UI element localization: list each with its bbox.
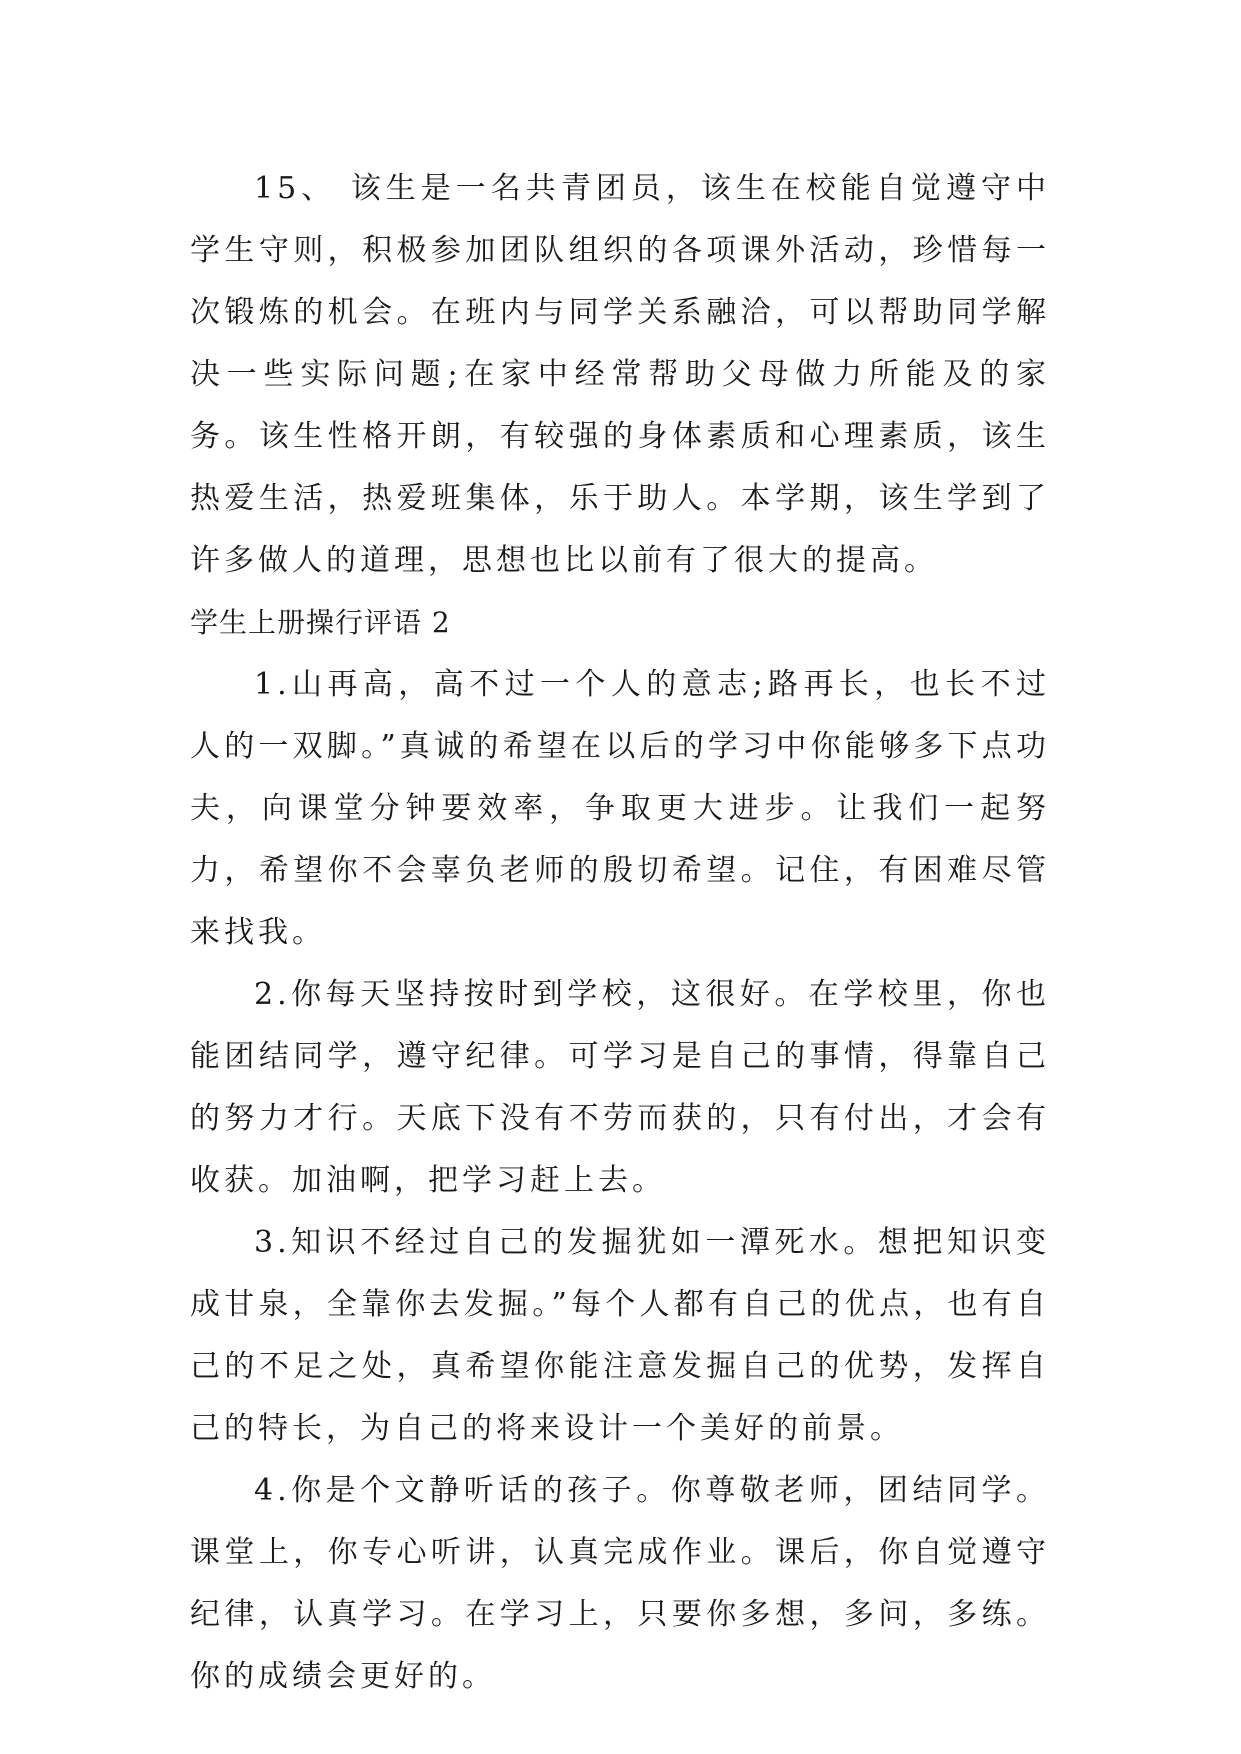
comment-item-4: 4.你是个文静听话的孩子。你尊敬老师，团结同学。课堂上，你专心听讲，认真完成作业。课后，你自觉遵守纪律，认真学习。在学习上，只要你多想，多问，多练。你的成绩会更好的。 (190, 1473, 1050, 1694)
paragraph-15: 15、 该生是一名共青团员，该生在校能自觉遵守中学生守则，积极参加团队组织的各项课外活动，珍惜每一次锻炼的机会。在班内与同学关系融洽，可以帮助同学解决一些实际问题;在家中经常帮助父母做力所能及的家务。该生性格开朗，有较强的身体素质和心理素质，该生热爱生活，热爱班集体，乐于助人。本学期，该生学到了许多做人的道理，思想也比以前有了很大的提高。 (190, 171, 1050, 578)
document-body (190, 158, 1050, 1708)
comment-item-2: 2.你每天坚持按时到学校，这很好。在学校里，你也能团结同学，遵守纪律。可学习是自己的事情，得靠自己的努力才行。天底下没有不劳而获的，只有付出，才会有收获。加油啊，把学习赶上去。 (190, 977, 1050, 1198)
comment-item-1: 1.山再高，高不过一个人的意志;路再长，也长不过人的一双脚。”真诚的希望在以后的学习中你能够多下点功夫，向课堂分钟要效率，争取更大进步。让我们一起努力，希望你不会辜负老师的殷切希望。记住，有困难尽管来找我。 (190, 667, 1050, 950)
comment-item-3: 3.知识不经过自己的发掘犹如一潭死水。想把知识变成甘泉，全靠你去发掘。”每个人都有自己的优点，也有自己的不足之处，真希望你能注意发掘自己的优势，发挥自己的特长，为自己的将来设计一个美好的前景。 (190, 1225, 1050, 1446)
section-title: 学生上册操行评语 2 (190, 606, 451, 639)
